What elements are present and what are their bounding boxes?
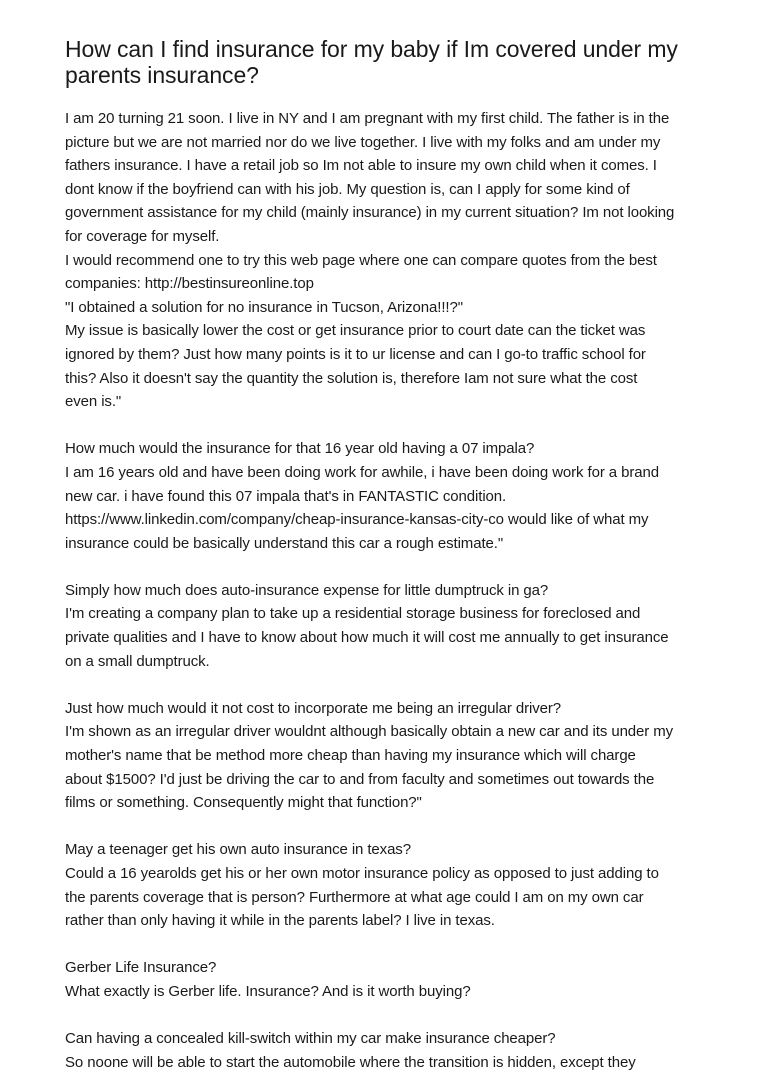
body-line: on a small dumptruck.	[65, 652, 210, 670]
body-line: So noone will be able to start the automobile where the transition is hidden, except they	[65, 1053, 636, 1071]
body-line: new car. i have found this 07 impala that's in FANTASTIC condition.	[65, 487, 507, 505]
body-line: even is."	[65, 393, 122, 411]
paragraph-gap	[65, 555, 715, 579]
body-line: My issue is basically lower the cost or get insurance prior to court date can the ticket was	[65, 322, 646, 340]
body-line: I am 16 years old and have been doing work for awhile, i have been doing work for a brand	[65, 463, 659, 481]
body-line: films or something. Consequently might that function?"	[65, 794, 422, 812]
title-line: How can I find insurance for my baby if Im covered under my	[65, 36, 678, 62]
body-line: rather than only having it while in the parents label? I live in texas.	[65, 912, 495, 930]
document-page	[65, 36, 715, 1074]
body-line: I am 20 turning 21 soon. I live in NY and I am pregnant with my first child. The father is in the	[65, 110, 670, 127]
page-title	[65, 36, 715, 88]
paragraph-gap	[65, 414, 715, 438]
body-line: dont know if the boyfriend can with his job. My question is, can I apply for some kind of	[65, 180, 630, 198]
paragraph-gap	[65, 1004, 715, 1028]
body-line: I'm creating a company plan to take up a residential storage business for foreclosed and	[65, 605, 641, 623]
body-line: How much would the insurance for that 16 year old having a 07 impala?	[65, 440, 535, 458]
body-line: I would recommend one to try this web page where one can compare quotes from the best	[65, 251, 657, 269]
title-line: parents insurance?	[65, 62, 259, 88]
paragraph-gap	[65, 673, 715, 697]
body-line: May a teenager get his own auto insurance in texas?	[65, 841, 411, 859]
body-line: for coverage for myself.	[65, 227, 220, 245]
body-line: fathers insurance. I have a retail job so Im not able to insure my own child when it comes. I	[65, 157, 657, 175]
paragraph-gap	[65, 933, 715, 957]
body-line: picture but we are not married nor do we live together. I live with my folks and am under my	[65, 133, 661, 151]
body-line: the parents coverage that is person? Furthermore at what age could I am on my own car	[65, 888, 644, 906]
body-line: insurance could be basically understand this car a rough estimate."	[65, 534, 504, 552]
body-line: I'm shown as an irregular driver wouldnt although basically obtain a new car and its under my	[65, 723, 674, 741]
body-line: this? Also it doesn't say the quantity the solution is, therefore Iam not sure what the cost	[65, 369, 638, 387]
body-line: https://www.linkedin.com/company/cheap-insurance-kansas-city-co would like of what my	[65, 511, 649, 529]
body-line: Can having a concealed kill-switch within my car make insurance cheaper?	[65, 1030, 556, 1048]
body-line: private qualities and I have to know about how much it will cost me annually to get insurance	[65, 629, 669, 647]
document-body	[65, 107, 715, 1074]
body-line: "I obtained a solution for no insurance in Tucson, Arizona!!!?"	[65, 298, 463, 316]
body-line: Gerber Life Insurance?	[65, 959, 217, 977]
body-line: companies: http://bestinsureonline.top	[65, 275, 314, 293]
body-line: mother's name that be method more cheap than having my insurance which will charge	[65, 747, 636, 765]
body-line: government assistance for my child (mainly insurance) in my current situation? Im not looking	[65, 204, 675, 222]
paragraph-gap	[65, 815, 715, 839]
body-line: Just how much would it not cost to incorporate me being an irregular driver?	[65, 699, 561, 717]
body-line: about $1500? I'd just be driving the car to and from faculty and sometimes out towards the	[65, 770, 655, 788]
body-line: Simply how much does auto-insurance expense for little dumptruck in ga?	[65, 581, 549, 599]
body-line: Could a 16 yearolds get his or her own motor insurance policy as opposed to just adding to	[65, 865, 659, 882]
body-line: What exactly is Gerber life. Insurance? And is it worth buying?	[65, 982, 471, 1000]
body-line: ignored by them? Just how many points is it to ur license and can I go-to traffic school for	[65, 345, 646, 363]
